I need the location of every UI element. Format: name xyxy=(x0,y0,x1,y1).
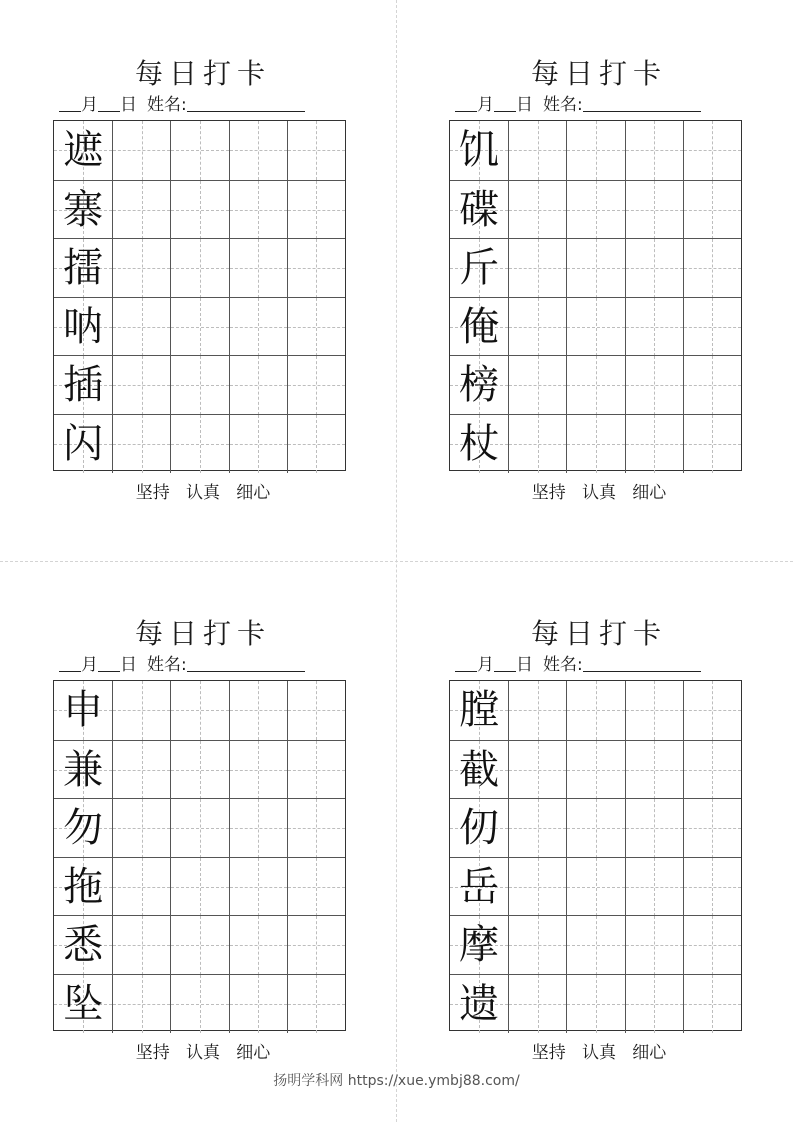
footer-watermark: 扬明学科网 https://xue.ymbj88.com/ xyxy=(273,1073,520,1089)
practice-cell[interactable] xyxy=(112,799,170,858)
model-character-cell xyxy=(450,239,508,298)
practice-cell[interactable] xyxy=(683,975,741,1034)
practice-cell[interactable] xyxy=(625,181,683,240)
practice-grid xyxy=(449,680,742,1031)
day-label: 日 xyxy=(516,95,533,115)
practice-cell[interactable] xyxy=(287,298,345,357)
practice-cell[interactable] xyxy=(229,181,287,240)
motto: 坚持 认真 细心 xyxy=(531,483,667,503)
practice-cell[interactable] xyxy=(170,356,228,415)
practice-cell[interactable] xyxy=(625,681,683,740)
grid-row xyxy=(54,414,345,473)
card-title: 每日打卡 xyxy=(530,57,667,90)
month-blank[interactable] xyxy=(59,654,81,672)
practice-cell[interactable] xyxy=(683,681,741,740)
practice-cell[interactable] xyxy=(170,916,228,975)
practice-cell[interactable] xyxy=(625,741,683,800)
practice-cell[interactable] xyxy=(625,356,683,415)
practice-cell[interactable] xyxy=(170,181,228,240)
model-character-cell xyxy=(450,916,508,975)
practice-cell[interactable] xyxy=(566,799,624,858)
model-character: 悉 xyxy=(63,922,104,968)
practice-cell[interactable] xyxy=(229,415,287,474)
practice-cell[interactable] xyxy=(287,415,345,474)
day-blank[interactable] xyxy=(98,654,120,672)
practice-cell[interactable] xyxy=(170,799,228,858)
model-character-cell xyxy=(54,799,112,858)
model-character-cell xyxy=(54,239,112,298)
name-label: 姓名: xyxy=(147,655,187,675)
grid-row xyxy=(450,915,741,974)
model-character: 岳 xyxy=(459,863,500,910)
practice-cell[interactable] xyxy=(566,741,624,800)
model-character-cell xyxy=(54,181,112,240)
grid-row xyxy=(450,180,741,239)
grid-row xyxy=(450,740,741,799)
practice-cell[interactable] xyxy=(287,181,345,240)
practice-cell[interactable] xyxy=(112,916,170,975)
practice-cell[interactable] xyxy=(170,298,228,357)
date-name-line xyxy=(59,652,353,678)
practice-cell[interactable] xyxy=(287,356,345,415)
name-label: 姓名: xyxy=(147,95,187,115)
practice-cell[interactable] xyxy=(566,916,624,975)
practice-cell[interactable] xyxy=(566,356,624,415)
practice-cell[interactable] xyxy=(508,799,566,858)
practice-cell[interactable] xyxy=(683,415,741,474)
practice-cell[interactable] xyxy=(170,415,228,474)
grid-row xyxy=(54,355,345,414)
model-character: 膛 xyxy=(459,687,500,733)
model-character: 擂 xyxy=(63,245,104,291)
grid-row xyxy=(54,857,345,916)
model-character-cell xyxy=(450,741,508,800)
card-title: 每日打卡 xyxy=(134,57,271,90)
model-character-cell xyxy=(54,975,112,1034)
practice-cell[interactable] xyxy=(566,415,624,474)
day-label: 日 xyxy=(120,95,137,115)
practice-cell[interactable] xyxy=(625,799,683,858)
card-title: 每日打卡 xyxy=(134,617,271,650)
date-name-line xyxy=(455,652,749,678)
practice-cell[interactable] xyxy=(112,121,170,180)
model-character: 拖 xyxy=(63,863,104,910)
practice-cell[interactable] xyxy=(229,298,287,357)
practice-grid xyxy=(53,680,346,1031)
practice-cell[interactable] xyxy=(229,356,287,415)
practice-cell[interactable] xyxy=(566,681,624,740)
motto: 坚持 认真 细心 xyxy=(531,1043,667,1063)
name-blank[interactable] xyxy=(583,654,701,672)
model-character-cell xyxy=(450,298,508,357)
day-label: 日 xyxy=(120,655,137,675)
day-blank[interactable] xyxy=(494,654,516,672)
motto: 坚持 认真 细心 xyxy=(135,1043,271,1063)
practice-cell[interactable] xyxy=(112,239,170,298)
practice-cell[interactable] xyxy=(287,858,345,917)
practice-grid xyxy=(53,120,346,471)
practice-cell[interactable] xyxy=(625,858,683,917)
grid-row xyxy=(450,238,741,297)
model-character-cell xyxy=(54,356,112,415)
model-character-cell xyxy=(450,415,508,474)
model-character: 坠 xyxy=(63,980,104,1027)
cut-line-horizontal xyxy=(0,561,793,562)
practice-cell[interactable] xyxy=(287,121,345,180)
model-character-cell xyxy=(54,741,112,800)
checkin-card-2 xyxy=(449,56,749,516)
grid-row xyxy=(450,355,741,414)
practice-cell[interactable] xyxy=(112,181,170,240)
model-character: 勿 xyxy=(63,805,104,851)
practice-cell[interactable] xyxy=(170,121,228,180)
grid-row xyxy=(450,121,741,180)
month-blank[interactable] xyxy=(455,654,477,672)
model-character: 插 xyxy=(63,362,104,408)
name-blank[interactable] xyxy=(187,654,305,672)
practice-cell[interactable] xyxy=(566,239,624,298)
practice-cell[interactable] xyxy=(683,121,741,180)
name-blank[interactable] xyxy=(583,94,701,112)
model-character: 摩 xyxy=(459,922,500,968)
practice-cell[interactable] xyxy=(112,975,170,1034)
model-character: 遮 xyxy=(63,127,104,173)
model-character-cell xyxy=(450,356,508,415)
practice-cell[interactable] xyxy=(229,858,287,917)
model-character-cell xyxy=(450,181,508,240)
grid-row xyxy=(54,915,345,974)
model-character: 俺 xyxy=(459,303,500,350)
grid-row xyxy=(450,974,741,1033)
date-name-line xyxy=(59,92,353,118)
model-character: 斤 xyxy=(459,245,500,291)
practice-cell[interactable] xyxy=(508,415,566,474)
practice-cell[interactable] xyxy=(170,975,228,1034)
practice-cell[interactable] xyxy=(112,858,170,917)
practice-cell[interactable] xyxy=(683,799,741,858)
month-label: 月 xyxy=(81,655,98,675)
practice-cell[interactable] xyxy=(683,741,741,800)
motto: 坚持 认真 细心 xyxy=(135,483,271,503)
practice-cell[interactable] xyxy=(683,858,741,917)
practice-cell[interactable] xyxy=(566,298,624,357)
practice-cell[interactable] xyxy=(508,858,566,917)
practice-cell[interactable] xyxy=(287,741,345,800)
model-character: 兼 xyxy=(63,746,104,793)
practice-cell[interactable] xyxy=(112,356,170,415)
checkin-card-3 xyxy=(53,616,353,1076)
model-character-cell xyxy=(450,858,508,917)
practice-cell[interactable] xyxy=(566,858,624,917)
practice-cell[interactable] xyxy=(625,916,683,975)
model-character-cell xyxy=(54,121,112,180)
practice-cell[interactable] xyxy=(625,298,683,357)
practice-cell[interactable] xyxy=(229,239,287,298)
model-character: 截 xyxy=(459,746,500,793)
grid-row xyxy=(54,180,345,239)
checkin-card-4 xyxy=(449,616,749,1076)
grid-row xyxy=(54,798,345,857)
month-label: 月 xyxy=(477,655,494,675)
month-label: 月 xyxy=(81,95,98,115)
practice-cell[interactable] xyxy=(508,975,566,1034)
model-character: 饥 xyxy=(459,127,500,173)
model-character: 呐 xyxy=(63,303,104,350)
card-title: 每日打卡 xyxy=(530,617,667,650)
grid-row xyxy=(450,297,741,356)
model-character: 申 xyxy=(63,687,104,733)
practice-cell[interactable] xyxy=(287,916,345,975)
practice-cell[interactable] xyxy=(566,975,624,1034)
model-character-cell xyxy=(54,858,112,917)
grid-row xyxy=(54,974,345,1033)
practice-cell[interactable] xyxy=(566,181,624,240)
month-label: 月 xyxy=(477,95,494,115)
practice-cell[interactable] xyxy=(625,415,683,474)
practice-cell[interactable] xyxy=(287,799,345,858)
name-blank[interactable] xyxy=(187,94,305,112)
practice-cell[interactable] xyxy=(170,681,228,740)
practice-cell[interactable] xyxy=(508,121,566,180)
day-blank[interactable] xyxy=(98,94,120,112)
practice-cell[interactable] xyxy=(683,181,741,240)
practice-cell[interactable] xyxy=(229,916,287,975)
grid-row xyxy=(54,740,345,799)
grid-row xyxy=(450,857,741,916)
practice-cell[interactable] xyxy=(112,415,170,474)
model-character-cell xyxy=(54,298,112,357)
practice-cell[interactable] xyxy=(229,741,287,800)
day-label: 日 xyxy=(516,655,533,675)
practice-cell[interactable] xyxy=(508,298,566,357)
practice-cell[interactable] xyxy=(625,121,683,180)
date-name-line xyxy=(455,92,749,118)
practice-cell[interactable] xyxy=(229,799,287,858)
model-character-cell xyxy=(54,681,112,740)
practice-cell[interactable] xyxy=(683,239,741,298)
practice-cell[interactable] xyxy=(508,356,566,415)
practice-cell[interactable] xyxy=(683,916,741,975)
practice-cell[interactable] xyxy=(170,741,228,800)
practice-cell[interactable] xyxy=(287,681,345,740)
grid-row xyxy=(450,798,741,857)
model-character-cell xyxy=(54,916,112,975)
practice-cell[interactable] xyxy=(683,356,741,415)
grid-row xyxy=(450,414,741,473)
practice-cell[interactable] xyxy=(508,181,566,240)
model-character: 遗 xyxy=(459,980,500,1027)
model-character: 仞 xyxy=(459,805,500,851)
grid-row xyxy=(54,297,345,356)
practice-cell[interactable] xyxy=(683,298,741,357)
practice-cell[interactable] xyxy=(170,858,228,917)
practice-cell[interactable] xyxy=(508,741,566,800)
grid-row xyxy=(54,121,345,180)
grid-row xyxy=(54,238,345,297)
day-blank[interactable] xyxy=(494,94,516,112)
practice-cell[interactable] xyxy=(508,681,566,740)
model-character-cell xyxy=(450,799,508,858)
practice-cell[interactable] xyxy=(229,121,287,180)
practice-cell[interactable] xyxy=(625,239,683,298)
model-character-cell xyxy=(450,975,508,1034)
model-character: 榜 xyxy=(459,362,500,408)
month-blank[interactable] xyxy=(455,94,477,112)
practice-cell[interactable] xyxy=(112,298,170,357)
practice-cell[interactable] xyxy=(508,916,566,975)
practice-cell[interactable] xyxy=(625,975,683,1034)
practice-grid xyxy=(449,120,742,471)
practice-cell[interactable] xyxy=(170,239,228,298)
practice-cell[interactable] xyxy=(112,681,170,740)
model-character: 闪 xyxy=(63,420,104,467)
model-character: 杖 xyxy=(459,420,500,467)
model-character: 寨 xyxy=(63,186,104,233)
practice-cell[interactable] xyxy=(112,741,170,800)
practice-cell[interactable] xyxy=(508,239,566,298)
name-label: 姓名: xyxy=(543,655,583,675)
model-character-cell xyxy=(450,681,508,740)
name-label: 姓名: xyxy=(543,95,583,115)
grid-row xyxy=(54,681,345,740)
practice-cell[interactable] xyxy=(229,975,287,1034)
checkin-card-1 xyxy=(53,56,353,516)
practice-cell[interactable] xyxy=(566,121,624,180)
grid-row xyxy=(450,681,741,740)
practice-cell[interactable] xyxy=(287,239,345,298)
model-character: 碟 xyxy=(459,186,500,233)
month-blank[interactable] xyxy=(59,94,81,112)
model-character-cell xyxy=(450,121,508,180)
practice-cell[interactable] xyxy=(287,975,345,1034)
model-character-cell xyxy=(54,415,112,474)
practice-cell[interactable] xyxy=(229,681,287,740)
